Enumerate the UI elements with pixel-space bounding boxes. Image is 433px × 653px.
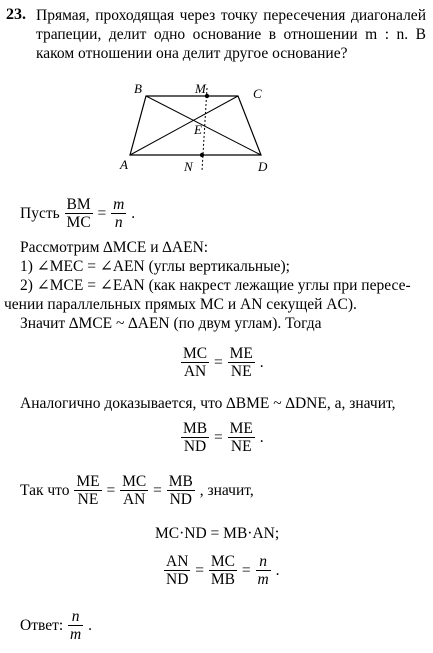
so-word: Так что [20,482,70,499]
trapezoid-figure [118,82,278,178]
label-b: B [134,82,142,96]
label-a: A [120,157,128,172]
step-2-line-2: чении параллельных прямых MC и AN секущей AC). [4,296,357,313]
let-word: Пусть [20,205,60,222]
equation-2: $\frac{MB}{ND}$ = $\frac{ME}{NE}$ . [183,420,264,455]
step-1: 1) ∠MEC = ∠AEN (углы вертикальные); [20,258,290,275]
answer-word: Ответ: [20,617,64,634]
similar-line: Значит ∆MCE ~ ∆AEN (по двум углам). Тогда [20,315,322,332]
analog-line: Аналогично доказывается, что ∆BME ~ ∆DNE, а, значит, [20,395,396,412]
fraction-bm-mc: $\frac{BM}{MC}$ [66,196,91,231]
equation-3: Так что $\frac{ME}{NE}$ = $\frac{MC}{AN}$ = $\frac{MB}{ND}$ , значит, [20,473,254,508]
diagonal-bd [146,96,261,155]
let-line: Пусть $\frac{BM}{MC}$ = $\frac{m}{n}$ . [20,196,136,231]
label-e: E [194,122,202,137]
diagonal-ac [130,96,238,155]
label-d: D [258,159,268,174]
point-n [200,153,204,157]
label-m: M [195,82,206,96]
equation-5: $\frac{AN}{ND}$ = $\frac{MC}{MB}$ = $\frac{n}{m}$ . [166,553,280,588]
consider-line: Рассмотрим ∆MCE и ∆AEN: [20,239,209,256]
fraction-m-n: $\frac{m}{n}$ [113,196,125,231]
problem-number: 23. [6,6,26,23]
equation-1: $\frac{MC}{AN}$ = $\frac{ME}{NE}$ . [183,345,264,380]
line-mn [202,88,207,171]
step-2-line-1: 2) ∠MCE = ∠EAN (как накрест лежащие углы при пересе- [20,277,411,294]
label-n: N [184,159,193,174]
answer-fraction: $\frac{n}{m}$ [70,608,82,643]
equation-4: MC·ND = MB·AN; [155,525,280,542]
label-c: C [253,86,262,101]
answer-line: Ответ: $\frac{n}{m}$ . [20,608,92,643]
problem-statement: Прямая, проходящая через точку пересечения диагоналей трапеции, делит одно основание в отношении m : n. В каком отношении она делит другое основание? [36,7,426,62]
